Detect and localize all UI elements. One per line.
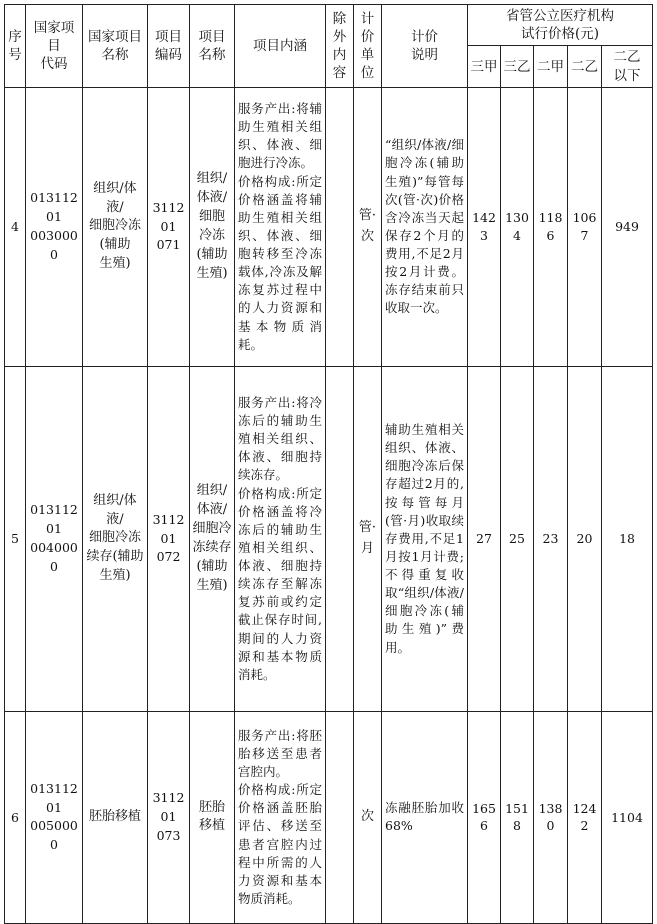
row-price-eryi: 1242 [568,711,602,923]
table-row [5,711,653,923]
header-excluded: 除外 内容 [326,5,354,88]
row-explain: “组织/体液/细胞冷冻(辅助生殖)”每管每次(管·次)价格含冷冻当天起保存2个月的费用,不足2月按2月计费。冻存结束前只收取一次。 [382,87,468,366]
row-seq: 5 [5,366,26,711]
row-unit: 管· 月 [354,366,382,711]
row-item-code: 311201 073 [148,711,190,923]
row-price-sanyi: 1518 [501,711,534,923]
row-national-name: 胚胎移植 [83,711,148,923]
header-content: 项目内涵 [235,5,326,88]
row-item-code: 311201 072 [148,366,190,711]
header-item-code: 项目 编码 [148,5,190,88]
header-unit: 计价 单位 [354,5,382,88]
row-seq: 6 [5,711,26,923]
row-explain: 辅助生殖相关组织、体液、细胞冷冻后保存超过2月的,按每管每月(管·月)收取续存费用,不足1月按1月计费;不得重复收取“组织/体液/细胞冷冻(辅助生殖)”费用。 [382,366,468,711]
row-explain: 冻融胚胎加收68% [382,711,468,923]
row-price-sanjia: 1656 [468,711,501,923]
row-item-name: 组织/ 体液/ 细胞 冷冻 (辅助 生殖) [190,87,235,366]
row-price-erjia: 1186 [534,87,568,366]
header-level-erjia: 二甲 [534,46,568,87]
header-item-name: 项目 名称 [190,5,235,88]
row-price-below-eryi: 18 [602,366,653,711]
header-level-sanyi: 三乙 [501,46,534,87]
row-price-below-eryi: 949 [602,87,653,366]
row-price-below-eryi: 1104 [602,711,653,923]
row-price-sanyi: 1304 [501,87,534,366]
row-national-code: 01311201 0050000 [26,711,83,923]
row-item-name: 胚胎 移植 [190,711,235,923]
row-excluded [326,711,354,923]
row-price-eryi: 20 [568,366,602,711]
row-excluded [326,87,354,366]
row-price-sanjia: 1423 [468,87,501,366]
row-content: 服务产出:将冷冻后的辅助生殖相关组织、体液、细胞持续冻存。 价格构成:所定价格涵盖将冷冻后的辅助生殖相关组织、体液、细胞持续冻存至解冻复苏前或约定截止保存时间,期间的人力资源和基本物质消耗。 [235,366,326,711]
row-content: 服务产出:将辅助生殖相关组织、体液、细胞进行冷冻。 价格构成:所定价格涵盖将辅助生殖相关组织、体液、细胞转移至冷冻载体,冷冻及解冻复苏过程中的人力资源和基本物质消耗。 [235,87,326,366]
header-row-top [5,5,653,46]
header-level-below-eryi: 二乙 以下 [602,46,653,87]
row-price-erjia: 23 [534,366,568,711]
header-level-sanjia: 三甲 [468,46,501,87]
header-seq: 序 号 [5,5,26,88]
row-content: 服务产出:将胚胎移送至患者宫腔内。 价格构成:所定价格涵盖胚胎评估、移送至患者宫腔内过程中所需的人力资源和基本物质消耗。 [235,711,326,923]
row-price-sanjia: 27 [468,366,501,711]
row-national-code: 01311201 0040000 [26,366,83,711]
row-national-code: 01311201 0030000 [26,87,83,366]
row-unit: 次 [354,711,382,923]
row-unit: 管· 次 [354,87,382,366]
table-row [5,87,653,366]
header-national-code: 国家项目 代码 [26,5,83,88]
row-item-name: 组织/ 体液/ 细胞冷 冻续存 (辅助 生殖) [190,366,235,711]
header-level-eryi: 二乙 [568,46,602,87]
row-item-code: 311201 071 [148,87,190,366]
row-price-eryi: 1067 [568,87,602,366]
header-price-group: 省管公立医疗机构 试行价格(元) [468,5,653,46]
row-seq: 4 [5,87,26,366]
row-national-name: 组织/体液/ 细胞冷冻 (辅助 生殖) [83,87,148,366]
header-national-name: 国家项目 名称 [83,5,148,88]
row-price-erjia: 1380 [534,711,568,923]
row-price-sanyi: 25 [501,366,534,711]
row-national-name: 组织/体液/ 细胞冷冻 续存(辅助 生殖) [83,366,148,711]
table-row [5,366,653,711]
header-explain: 计价 说明 [382,5,468,88]
price-table [4,4,653,924]
row-excluded [326,366,354,711]
